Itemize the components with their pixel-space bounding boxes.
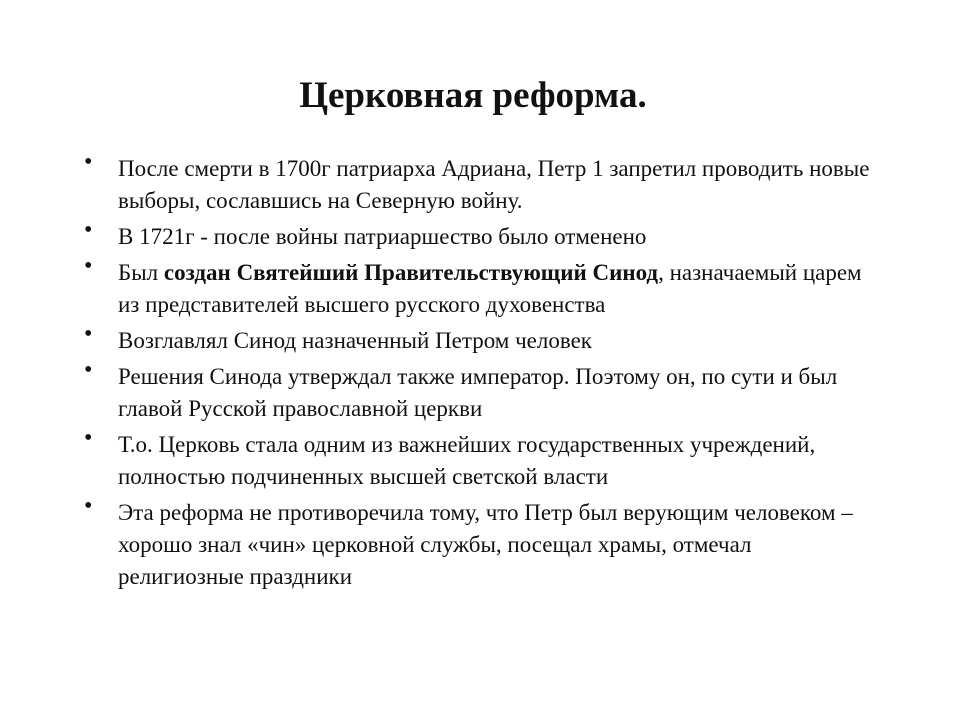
slide-title: Церковная реформа.	[299, 75, 647, 116]
bullet-item-2	[80, 217, 880, 253]
bullet-text: В 1721г - после войны патриаршество было отменено	[118, 224, 647, 249]
bullet-item-4	[80, 321, 880, 357]
bullet-icon: •	[84, 321, 93, 347]
bullet-item-6	[80, 425, 880, 493]
bullet-text: Решения Синода утверждал также император. Поэтому он, по сути и был главой Русской православной церкви	[118, 364, 838, 421]
bullet-text-before: Был	[118, 260, 164, 285]
bullet-icon: •	[84, 149, 93, 175]
bullet-text-bold: создан Святейший Правительствующий Синод	[163, 260, 659, 285]
bullet-text-after: , назначаемый царем из представителей высшего русского духовенства	[118, 260, 862, 317]
bullet-icon: •	[84, 253, 93, 279]
bullet-list	[80, 149, 880, 597]
bullet-text: Возглавлял Синод назначенный Петром человек	[118, 328, 592, 353]
bullet-icon: •	[84, 357, 93, 383]
bullet-icon: •	[84, 425, 93, 451]
bullet-item-1	[80, 149, 880, 217]
bullet-icon: •	[84, 493, 93, 519]
bullet-item-3	[80, 253, 880, 321]
bullet-icon: •	[84, 217, 93, 243]
bullet-item-7	[80, 493, 880, 593]
bullet-item-5	[80, 357, 880, 425]
bullet-text: Т.о. Церковь стала одним из важнейших государственных учреждений, полностью подчиненных высшей светской власти	[118, 432, 816, 489]
bullet-text: Эта реформа не противоречила тому, что Петр был верующим человеком – хорошо знал «чин» церковной службы, посещал храмы, отмечал религиозные праздники	[118, 500, 853, 589]
bullet-text: После смерти в 1700г патриарха Адриана, Петр 1 запретил проводить новые выборы, сославшись на Северную войну.	[118, 156, 870, 213]
bullet-text	[118, 260, 862, 317]
